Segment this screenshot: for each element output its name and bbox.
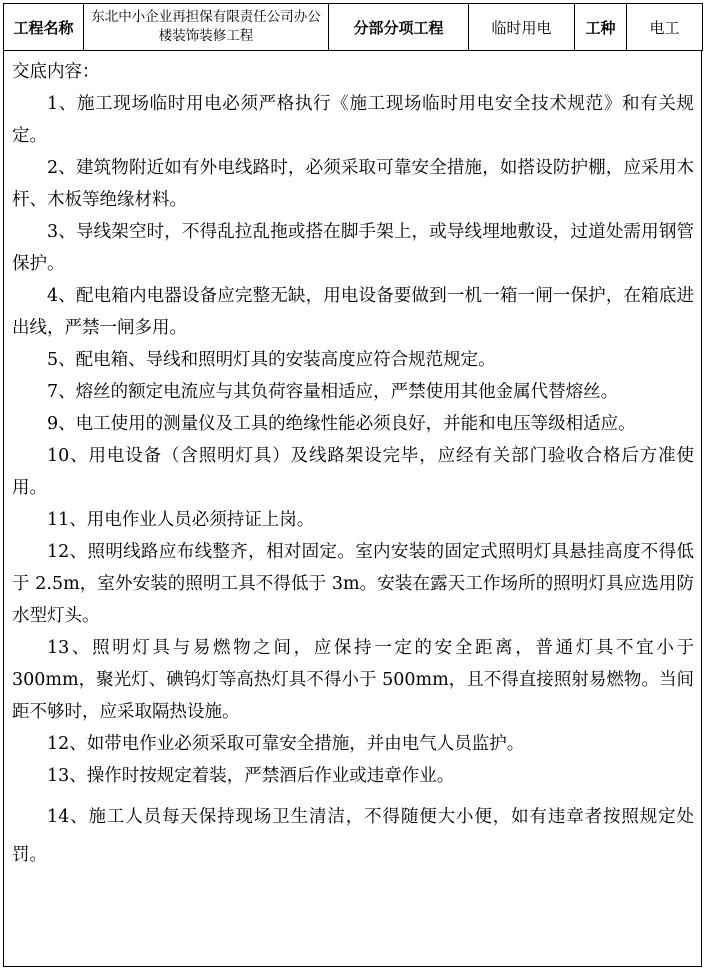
content-item: 2、建筑物附近如有外电线路时，必须采取可靠安全措施，如搭设防护棚，应采用木杆、木板等绝缘材料。	[12, 158, 694, 210]
content-item: 13、操作时按规定着装，严禁酒后作业或违章作业。	[47, 766, 455, 786]
trade-label: 工种	[575, 4, 627, 51]
content-item: 12、照明线路应布线整齐，相对固定。室内安装的固定式照明灯具悬挂高度不得低于 2.5m，室外安装的照明工具不得低于 3m。安装在露天工作场所的照明灯具应选用防水型灯头。	[12, 542, 694, 626]
content-item: 10、用电设备（含照明灯具）及线路架设完毕，应经有关部门验收合格后方准使用。	[12, 446, 694, 498]
project-name-value: 东北中小企业再担保有限责任公司办公楼装饰装修工程	[84, 4, 329, 51]
content-item: 4、配电箱内电器设备应完整无缺，用电设备要做到一机一箱一闸一保护，在箱底进出线，严禁一闸多用。	[12, 286, 694, 338]
header-table	[3, 3, 703, 51]
project-name-label: 工程名称	[4, 4, 84, 51]
subproject-label: 分部分项工程	[329, 4, 469, 51]
trade-value: 电工	[627, 4, 703, 51]
content-box	[3, 50, 702, 967]
content-item: 3、导线架空时，不得乱拉乱拖或搭在脚手架上，或导线埋地敷设，过道处需用钢管保护。	[12, 222, 694, 274]
content-item: 11、用电作业人员必须持证上岗。	[47, 510, 315, 530]
content-item: 1、施工现场临时用电必须严格执行《施工现场临时用电安全技术规范》和有关规定。	[12, 94, 694, 146]
subproject-value: 临时用电	[469, 4, 575, 51]
content-item: 13、照明灯具与易燃物之间，应保持一定的安全距离，普通灯具不宜小于 300mm，聚光灯、碘钨灯等高热灯具不得小于 500mm，且不得直接照射易燃物。当间距不够时，应采取隔热设施。	[12, 638, 694, 722]
content-item: 7、熔丝的额定电流应与其负荷容量相适应，严禁使用其他金属代替熔丝。	[47, 382, 619, 402]
content-item: 12、如带电作业必须采取可靠安全措施，并由电气人员监护。	[47, 734, 525, 754]
content-item: 14、施工人员每天保持现场卫生清洁，不得随便大小便，如有违章者按照规定处罚。	[12, 807, 694, 865]
content-item: 9、电工使用的测量仪及工具的绝缘性能必须良好，并能和电压等级相适应。	[47, 414, 636, 434]
content-item: 5、配电箱、导线和照明灯具的安装高度应符合规范规定。	[47, 350, 496, 370]
content-heading: 交底内容：	[12, 62, 100, 82]
